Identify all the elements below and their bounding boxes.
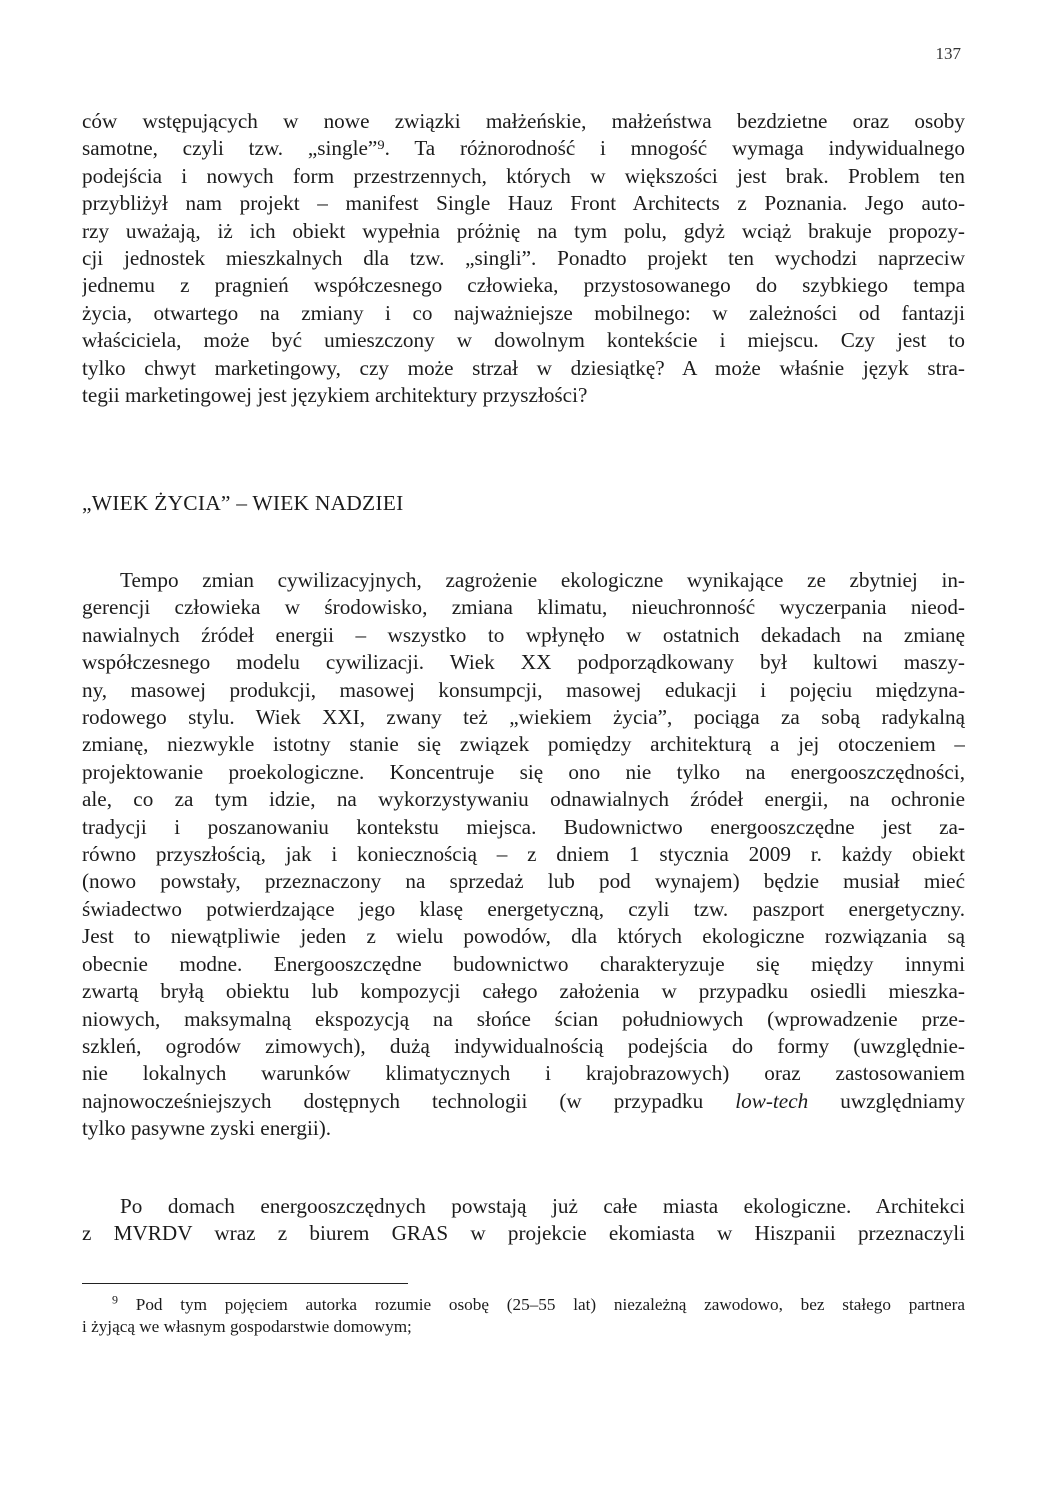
text-line: tradycji i poszanowaniu kontekstu miejsca. Budownictwo energooszczędne jest za- bbox=[82, 814, 965, 839]
text-line: ny, masowej produkcji, masowej konsumpcji, masowej edukacji i pojęciu międzyna- bbox=[82, 677, 965, 702]
footnote-separator bbox=[82, 1283, 408, 1284]
footnote-text: Pod tym pojęciem autorka rozumie osobę (25–55 lat) niezależną zawodowo, bez stałego partnera bbox=[135, 1295, 965, 1314]
footnote-marker: 9 bbox=[112, 1294, 118, 1307]
text-line: nawialnych źródeł energii – wszystko to wpłynęło w ostatnich dekadach na zmianę bbox=[82, 622, 965, 647]
text-line: współczesnego modelu cywilizacji. Wiek XX podporządkowany był kultowi maszy- bbox=[82, 650, 965, 675]
text-line: Po domach energooszczędnych powstają już całe miasta ekologiczne. Architekci bbox=[120, 1194, 965, 1218]
text-line: szkleń, ogrodów zimowych), dużą indywidualnością podejścia do formy (uwzględnie- bbox=[82, 1033, 965, 1058]
text-line: z MVRDV wraz z biurem GRAS w projekcie ekomiasta w Hiszpanii przeznaczyli bbox=[82, 1221, 965, 1246]
text-line-with-italic bbox=[82, 1088, 965, 1115]
italic-term: low-tech bbox=[735, 1088, 809, 1113]
text-line: cji jednostek mieszkalnych dla tzw. „singli”. Ponadto projekt ten wychodzi naprzeciw bbox=[82, 246, 965, 271]
text-line: Jest to niewątpliwie jeden z wielu powodów, dla których ekologiczne rozwiązania są bbox=[82, 924, 965, 949]
paragraph-continuation bbox=[82, 108, 965, 409]
footnote-line bbox=[82, 1294, 965, 1316]
text-line: obecnie modne. Energooszczędne budownictwo charakteryzuje się między innymi bbox=[82, 951, 965, 976]
text-line: życia, otwartego na zmiany i co najważniejsze mobilnego: w zależności od fantazji bbox=[82, 300, 965, 325]
text-line: nie lokalnych warunków klimatycznych i krajobrazowych) oraz zastosowaniem bbox=[82, 1061, 965, 1086]
text-line: świadectwo potwierdzające jego klasę energetyczną, czyli tzw. paszport energetyczny. bbox=[82, 896, 965, 921]
text-line: rzy uważają, iż ich obiekt wypełnia próżnię na tym polu, gdyż wciąż brakuje propozy- bbox=[82, 218, 965, 243]
footnote bbox=[82, 1294, 965, 1338]
section-heading: „WIEK ŻYCIA” – WIEK NADZIEI bbox=[82, 491, 404, 515]
text-line: przybliżył nam projekt – manifest Single Hauz Front Architects z Poznania. Jego auto- bbox=[82, 191, 965, 216]
text-line: niowych, maksymalną ekspozycją na słońce ścian południowych (wprowadzenie prze- bbox=[82, 1006, 965, 1031]
text-line: ale, co za tym idzie, na wykorzystywaniu odnawialnych źródeł energii, na ochronie bbox=[82, 787, 965, 812]
footnote-line: i żyjącą we własnym gospodarstwie domowym; bbox=[82, 1317, 412, 1336]
text-line: tylko pasywne zyski energii). bbox=[82, 1116, 332, 1141]
text-line: rodowego stylu. Wiek XXI, zwany też „wiekiem życia”, pociąga za sobą radykalną bbox=[82, 705, 965, 730]
text-line: ców wstępujących w nowe związki małżeńskie, małżeństwa bezdzietne oraz osoby bbox=[82, 109, 965, 133]
text-line: projektowanie proekologiczne. Koncentruje się ono nie tylko na energooszczędności, bbox=[82, 759, 965, 784]
text-line: (nowo powstały, przeznaczony na sprzedaż lub pod wynajem) będzie musiał mieć bbox=[82, 869, 965, 894]
text-line: podejścia i nowych form przestrzennych, których w większości jest brak. Problem ten bbox=[82, 163, 965, 188]
text-line: samotne, czyli tzw. „single”⁹. Ta różnorodność i mnogość wymaga indywidualnego bbox=[82, 136, 965, 161]
text-line: jednemu z pragnień współczesnego człowieka, przystosowanego do szybkiego tempa bbox=[82, 273, 965, 298]
page-number: 137 bbox=[935, 44, 961, 63]
text-line: tegii marketingowej jest językiem architektury przyszłości? bbox=[82, 383, 588, 408]
paragraph-body bbox=[82, 567, 965, 1143]
text-fragment: najnowocześniejszych dostępnych technologii (w przypadku bbox=[82, 1088, 736, 1113]
text-line: tylko chwyt marketingowy, czy może strzał w dziesiątkę? A może właśnie język stra- bbox=[82, 355, 965, 380]
text-line: gerencji człowieka w środowisko, zmiana klimatu, nieuchronność wyczerpania nieod- bbox=[82, 595, 965, 620]
text-line: zwartą bryłą obiektu lub kompozycji całego założenia w przypadku osiedli mieszka- bbox=[82, 979, 965, 1004]
text-line: równo przyszłością, jak i koniecznością – z dniem 1 stycznia 2009 r. każdy obiekt bbox=[82, 842, 965, 867]
text-line: właściciela, może być umieszczony w dowolnym kontekście i miejscu. Czy jest to bbox=[82, 328, 965, 353]
text-line: Tempo zmian cywilizacyjnych, zagrożenie ekologiczne wynikające ze zbytniej in- bbox=[120, 568, 965, 592]
text-line: zmianę, niezwykle istotny stanie się związek pomiędzy architekturą a jej otoczeniem – bbox=[82, 732, 965, 757]
paragraph-body bbox=[82, 1193, 965, 1248]
text-fragment: uwzględniamy bbox=[808, 1088, 965, 1113]
